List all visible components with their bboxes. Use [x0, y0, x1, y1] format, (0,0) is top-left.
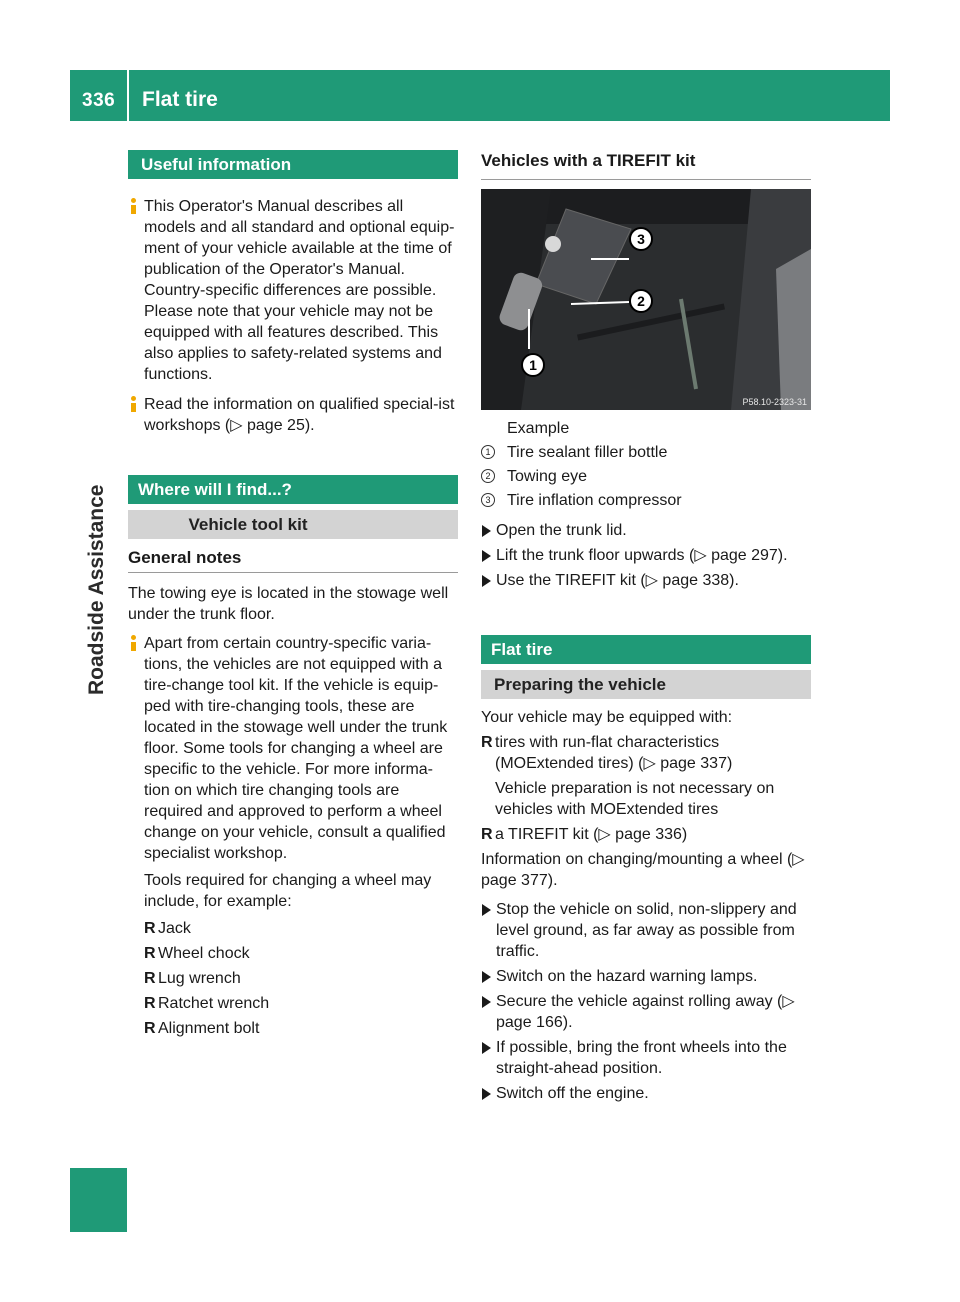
info-text: This Operator's Manual describes all models and all standard and optional equip-ment of your vehicle available at the time of publication of the Operator's Manual. Country-specific differences are possible. Please note that your vehicle may not be equipped with all features described. This also applies to safety-related systems and functions.: [144, 198, 455, 383]
info-changing-wheel: Information on changing/mounting a wheel (▷ page 377).: [481, 851, 805, 889]
step-item: Switch on the hazard warning lamps.: [481, 966, 811, 987]
arrow-right-icon: [482, 575, 491, 587]
step-item: Use the TIREFIT kit (▷ page 338).: [481, 570, 811, 591]
step-item: Secure the vehicle against rolling away (▷ page 166).: [481, 991, 811, 1033]
header-divider: [127, 70, 129, 121]
callout-2: [630, 290, 652, 312]
legend-item: 1 Tire sealant filler bottle: [481, 442, 811, 463]
figure-caption: Example: [507, 420, 570, 437]
where-heading: [128, 475, 458, 504]
preparing-heading: [481, 670, 811, 699]
list-item: R Alignment bolt: [144, 1020, 260, 1037]
left-column: [128, 150, 458, 1048]
number-3-icon: 3: [481, 493, 495, 507]
right-column: [481, 150, 811, 1108]
arrow-right-icon: [482, 996, 491, 1008]
prep-steps: [481, 899, 811, 1104]
page-number: 336: [82, 90, 116, 111]
info-note-toolkit: [128, 633, 458, 1039]
list-item: R a TIREFIT kit (▷ page 336): [481, 826, 688, 843]
step-item: Open the trunk lid.: [481, 520, 811, 541]
toolkit-heading-text: Vehicle tool kit: [188, 515, 308, 534]
tirefit-figure: [481, 189, 811, 410]
step-item: Lift the trunk floor upwards (▷ page 297).: [481, 545, 811, 566]
info-icon: [128, 199, 140, 214]
arrow-right-icon: [482, 525, 491, 537]
toolkit-heading: [128, 510, 458, 539]
arrow-right-icon: [482, 971, 491, 983]
side-tab-marker: [70, 1168, 127, 1232]
info-note-manual: [128, 196, 458, 385]
step-item: Switch off the engine.: [481, 1083, 811, 1104]
arrow-right-icon: [482, 1088, 491, 1100]
figure-legend: [481, 442, 811, 511]
where-heading-text: Where will I find...?: [138, 480, 292, 499]
page-title: Flat tire: [142, 88, 218, 111]
equipment-note: Vehicle preparation is not necessary on vehicles with MOExtended tires: [495, 780, 775, 818]
list-item: R tires with run-flat characteristics (MOExtended tires) (▷ page 337) Vehicle preparation is not necessary on vehicles with MOExtended tires: [481, 732, 811, 820]
svg-text:1: 1: [529, 357, 537, 373]
side-tab-label: Roadside Assistance: [85, 484, 108, 695]
list-item: R Ratchet wrench: [144, 995, 270, 1012]
info-text: Apart from certain country-specific varia-tions, the vehicles are not equipped with a tire-change tool kit. If the vehicle is equip-ped with tire-changing tools, these are located in the stowage well under the trunk floor. Some tools for changing a wheel are specific to the vehicle. For more informa-tion on which tire changing tools are required and approved to perform a wheel change on your vehicle, consult a qualified specialist workshop.: [144, 635, 448, 862]
list-item: R Jack: [144, 920, 191, 937]
general-notes-heading: General notes: [128, 547, 458, 573]
tools-intro: Tools required for changing a wheel may include, for example:: [144, 872, 432, 910]
tirefit-steps: [481, 520, 811, 591]
flat-tire-heading-text: Flat tire: [491, 640, 553, 659]
preparing-heading-text: Preparing the vehicle: [494, 675, 666, 694]
info-icon: [128, 397, 140, 412]
page-header: [70, 70, 890, 121]
general-notes-text: The towing eye is located in the stowage well under the trunk floor.: [128, 585, 449, 623]
arrow-right-icon: [482, 550, 491, 562]
step-item: Stop the vehicle on solid, non-slippery and level ground, as far away as possible from traffic.: [481, 899, 811, 962]
equipped-intro: Your vehicle may be equipped with:: [481, 709, 733, 726]
info-note-workshops: [128, 394, 458, 436]
tirefit-heading: Vehicles with a TIREFIT kit: [481, 150, 811, 180]
legend-item: 3 Tire inflation compressor: [481, 490, 811, 511]
arrow-right-icon: [482, 904, 491, 916]
svg-text:2: 2: [637, 293, 645, 309]
flat-tire-heading: [481, 635, 811, 664]
list-item: R Wheel chock: [144, 945, 250, 962]
equipment-list: [481, 732, 811, 845]
number-1-icon: 1: [481, 445, 495, 459]
callout-3: [630, 228, 652, 250]
legend-item: 2 Towing eye: [481, 466, 811, 487]
arrow-right-icon: [482, 1042, 491, 1054]
useful-info-heading: [128, 150, 458, 179]
step-item: If possible, bring the front wheels into the straight-ahead position.: [481, 1037, 811, 1079]
info-icon: [128, 636, 140, 651]
figure-code: P58.10-2323-31: [742, 397, 807, 407]
number-2-icon: 2: [481, 469, 495, 483]
svg-text:3: 3: [637, 231, 645, 247]
trunk-illustration: [481, 189, 811, 410]
tools-list: [144, 918, 458, 1039]
info-text: Read the information on qualified special-ist workshops (▷ page 25).: [144, 396, 455, 434]
list-item: R Lug wrench: [144, 970, 241, 987]
useful-info-heading-text: Useful information: [141, 155, 292, 174]
callout-1: [522, 354, 544, 376]
